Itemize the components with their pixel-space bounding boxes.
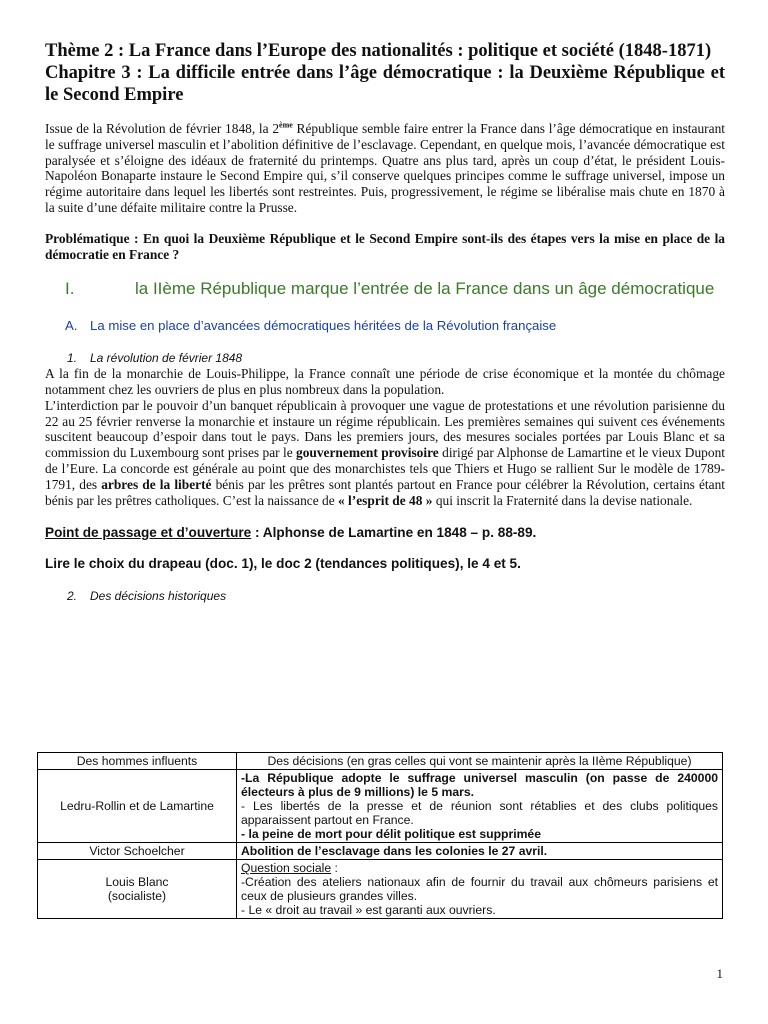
subsubsection-heading-1 [45, 351, 725, 366]
table-header-row [38, 753, 723, 770]
subsubsection-title: La révolution de février 1848 [90, 350, 243, 365]
keyword-arbres-liberte: arbres de la liberté [101, 477, 212, 493]
section-title: la IIème République marque l’entrée de la France dans un âge démocratique [135, 278, 715, 298]
subsubsection-title: Des décisions historiques [90, 588, 227, 603]
document-page [45, 40, 725, 604]
subsubsection-number: 2. [67, 588, 78, 603]
subsection-title: La mise en place d’avancées démocratiques héritées de la Révolution française [90, 317, 557, 333]
table-cell-decisions: Question sociale : -Création des ateliers nationaux afin de fournir du travail aux chômeurs parisiens et ceux de plusieurs grandes villes. - Le « droit au travail » est garanti aux ouvriers. [237, 860, 723, 919]
theme-title: Thème 2 : La France dans l’Europe des nationalités : politique et société (1848-1871) [45, 41, 712, 61]
body-paragraph-1: A la fin de la monarchie de Louis-Philippe, la France connaît une période de crise économique et la montée du chômage notamment chez les ouvriers de plus en plus nombreux dans la population. [45, 365, 725, 397]
section-number: I. [65, 278, 75, 298]
subsubsection-heading-2 [45, 589, 725, 604]
table-cell-decisions: Abolition de l’esclavage dans les colonies le 27 avril. [237, 843, 723, 860]
chapter-title: Chapitre 3 : La difficile entrée dans l’âge démocratique : la Deuxième République et le Second Empire [45, 63, 725, 105]
decisions-table [37, 752, 723, 919]
keyword-esprit-48: « l’esprit de 48 » [338, 493, 433, 509]
table-cell-person: Ledru-Rollin et de Lamartine [38, 770, 237, 843]
table-row [38, 860, 723, 919]
table-header: Des décisions (en gras celles qui vont se maintenir après la IIème République) [237, 753, 723, 770]
passage-label: Point de passage et d’ouverture [45, 524, 252, 540]
subsubsection-number: 1. [67, 350, 78, 365]
table-row [38, 770, 723, 843]
intro-paragraph: Issue de la Révolution de février 1848, la 2ème République semble faire entrer la France dans l’âge démocratique en instaurant le suffrage universel masculin et l’abolition définitive de l’esclavage. Cependant, en quelque mois, l’avancée démocratique est paralysée et s’éloigne des idéaux de fraternité du printemps. Quatre ans plus tard, après un coup d’état, le président Louis-Napoléon Bonaparte instaure le Second Empire qui, s’il conserve quelques principes comme le suffrage universel, impose un régime autoritaire dans lequel les libertés sont restreintes. Puis, progressivement, le régime se libéralise mais chute en 1870 à la suite d’une défaite militaire contre la Prusse. [45, 120, 725, 215]
keyword-gouvernement-provisoire: gouvernement provisoire [296, 445, 439, 461]
table-header: Des hommes influents [38, 753, 237, 770]
section-heading-1 [45, 277, 725, 301]
subsection-number: A. [65, 317, 78, 333]
body-text [45, 366, 725, 509]
passage-text: : Alphonse de Lamartine en 1848 – p. 88-89. [251, 524, 537, 540]
table-row [38, 843, 723, 860]
body-paragraph-2: L’interdiction par le pouvoir d’un banquet républicain à provoquer une vague de protestations et une révolution parisienne du 22 au 25 février renverse la monarchie et instaure un régime républicain. Les premières semaines qui suivent ces événements suscitent beaucoup d’espoir dans tout le pays. Dans les premiers jours, des mesures sociales portées par Louis Blanc et sa commission du Luxembourg sont prises par le gouvernement provisoire dirigé par Alphonse de Lamartine et le vieux Dupont de l’Eure. La concorde est générale au point que des monarchistes tels que Thiers et Hugo se rallient Sur le modèle de 1789-1791, des arbres de la liberté bénis par les prêtres sont plantés partout en France pour célébrer la Révolution, certains étant bénis par les prêtres catholiques. C’est la naissance de « l’esprit de 48 » qui inscrit la Fraternité dans la devise nationale. [45, 397, 725, 509]
problematique: Problématique : En quoi la Deuxième République et le Second Empire sont-ils des étapes vers la mise en place de la démocratie en France ? [45, 230, 725, 262]
table-cell-person: Louis Blanc (socialiste) [38, 860, 237, 919]
point-de-passage [45, 524, 725, 541]
page-number: 1 [716, 966, 723, 981]
table-cell-decisions: -La République adopte le suffrage universel masculin (on passe de 240000 électeurs à plus de 9 millions) le 5 mars. - Les libertés de la presse et de réunion sont rétablies et des clubs politiques apparaissent partout en France. - la peine de mort pour délit politique est supprimée [237, 770, 723, 843]
subsection-heading-a [45, 317, 725, 334]
table-cell-person: Victor Schoelcher [38, 843, 237, 860]
reading-instruction: Lire le choix du drapeau (doc. 1), le doc 2 (tendances politiques), le 4 et 5. [45, 555, 521, 571]
